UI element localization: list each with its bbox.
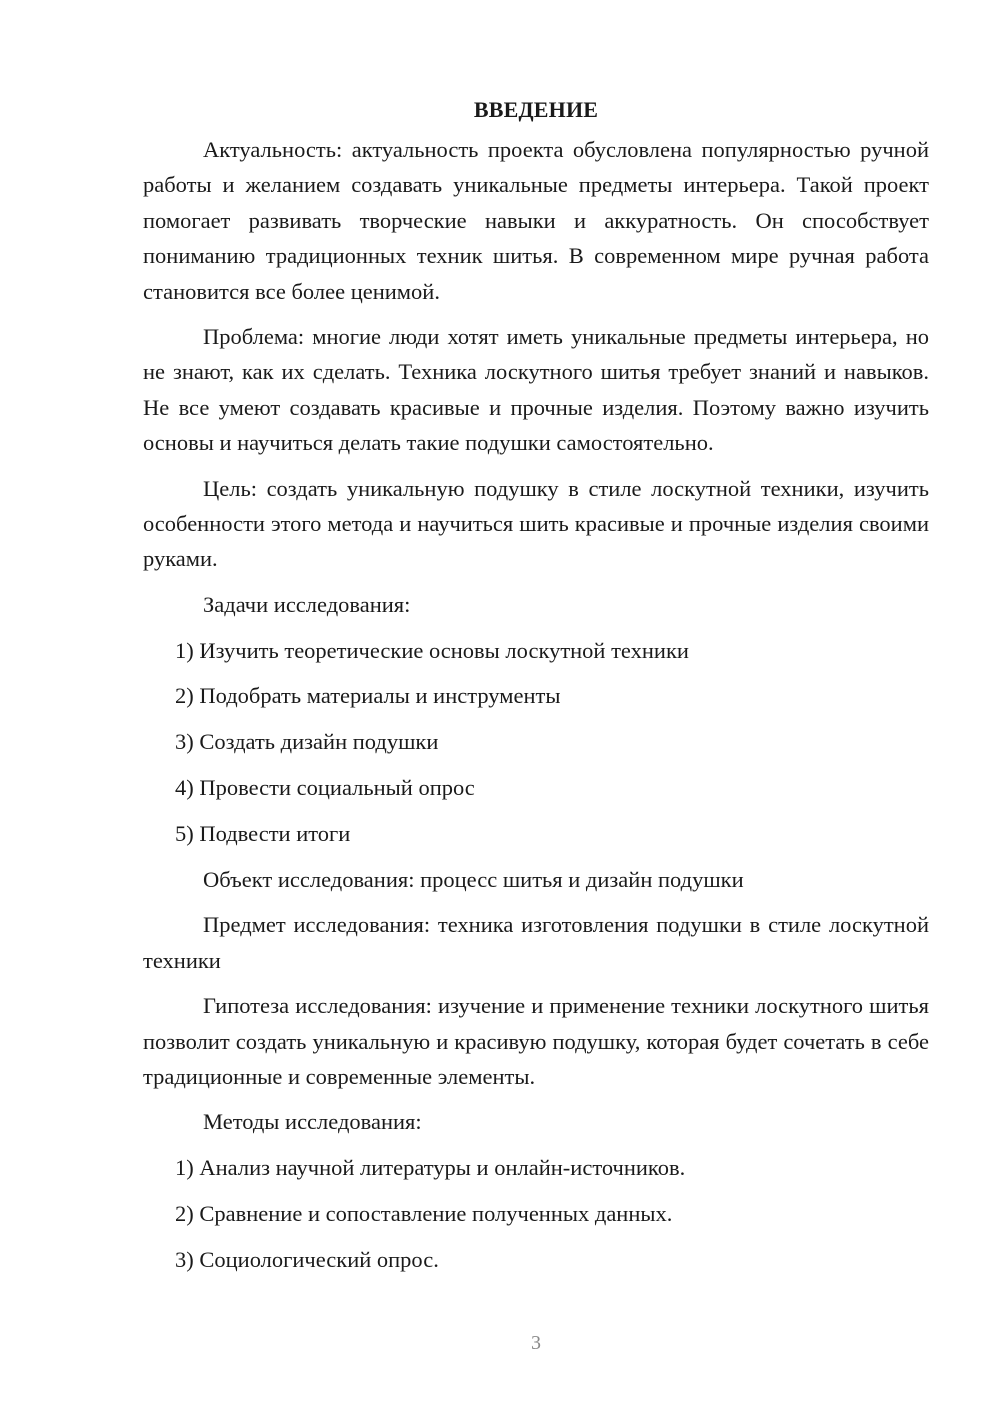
methods-title: Методы исследования:: [203, 1109, 422, 1135]
task-item: 5) Подвести итоги: [175, 820, 351, 846]
task-item: 1) Изучить теоретические основы лоскутной техники: [175, 637, 689, 663]
method-item: 2) Сравнение и сопоставление полученных данных.: [175, 1201, 673, 1227]
section-heading: ВВЕДЕНИЕ: [473, 97, 599, 122]
page-number: 3: [531, 1332, 541, 1354]
research-subject: Предмет исследования: техника изготовления подушки в стиле лоскутной техники: [143, 912, 929, 973]
method-item: 1) Анализ научной литературы и онлайн-источников.: [175, 1155, 686, 1181]
paragraph-relevance: Актуальность: актуальность проекта обусловлена популярностью ручной работы и желанием создавать уникальные предметы интерьера. Такой проект помогает развивать творческие навыки и аккуратность. Он способствует пониманию традиционных техник шитья. В современном мире ручная работа становится все более ценимой.: [143, 137, 929, 304]
document-page: [143, 92, 929, 1288]
task-item: 4) Провести социальный опрос: [175, 775, 475, 801]
task-item: 3) Создать дизайн подушки: [175, 729, 439, 755]
method-item: 3) Социологический опрос.: [175, 1246, 439, 1272]
task-item: 2) Подобрать материалы и инструменты: [175, 683, 561, 709]
research-object: Объект исследования: процесс шитья и дизайн подушки: [203, 866, 744, 892]
paragraph-problem: Проблема: многие люди хотят иметь уникальные предметы интерьера, но не знают, как их сделать. Техника лоскутного шитья требует знаний и навыков. Не все умеют создавать красивые и прочные изделия. Поэтому важно изучить основы и научиться делать такие подушки самостоятельно.: [143, 324, 929, 456]
tasks-title: Задачи исследования:: [203, 591, 411, 617]
research-hypothesis: Гипотеза исследования: изучение и применение техники лоскутного шитья позволит создать уникальную и красивую подушку, которая будет сочетать в себе традиционные и современные элементы.: [143, 993, 929, 1090]
paragraph-goal: Цель: создать уникальную подушку в стиле лоскутной техники, изучить особенности этого метода и научиться шить красивые и прочные изделия своими руками.: [143, 475, 929, 572]
